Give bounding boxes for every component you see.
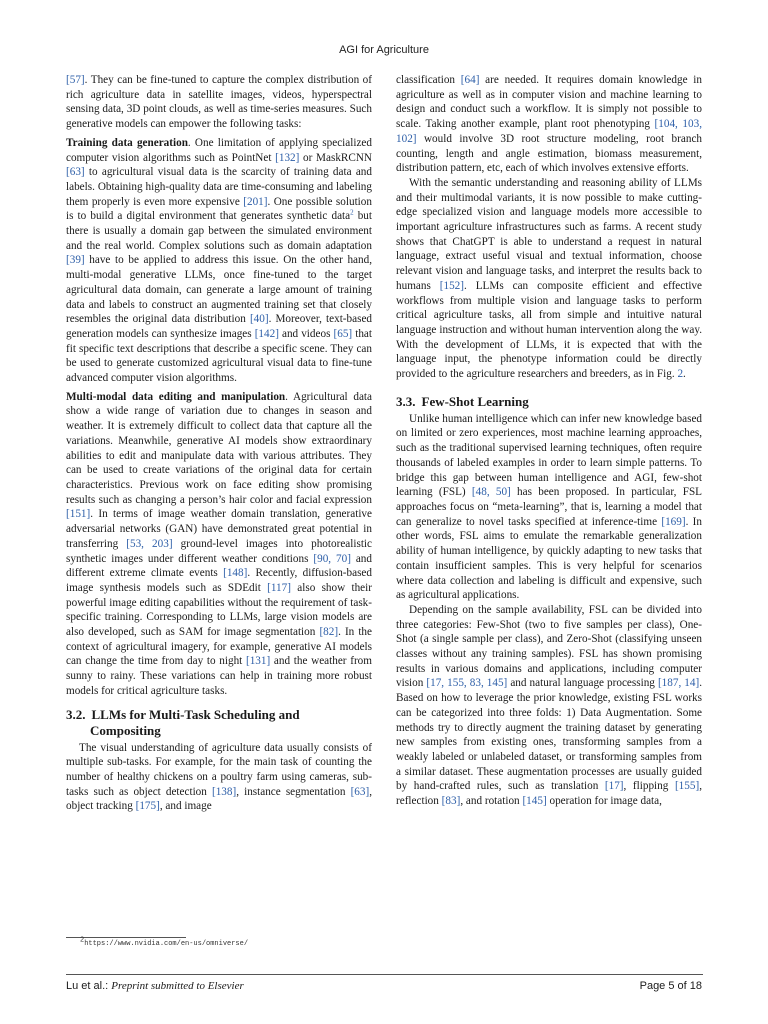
paragraph [396, 176, 702, 382]
text-run: operation for image data, [546, 795, 662, 808]
text-run: . Based on how to leverage the prior knowledge, existing FSL works can be categorized into three folds: 1) Data Augmentation. Some methods try to directly augment the training dataset by generating new samples from existing ones, transforming samples from a weakly labeled or unlabeled dataset, or transforming samples from a similar dataset. These augmentation processes are usually guided by hand-crafted rules, such as translation [396, 677, 702, 793]
section-heading-3-3 [396, 394, 702, 410]
footnote-mark: 2 [80, 936, 85, 945]
citation-link[interactable]: [145] [522, 795, 547, 808]
text-run: . Agricultural data show a wide range of variation due to changes in season and weather. It is extremely difficult to collect data that capture all the variations. Meanwhile, generative AI models show extraordinary abilities to edit and manipulate data with various attributes. They can be used to create variations of the original data for certain characteristics. Previous work on face editing show promising results such as changing a person’s hair color and facial expression [66, 390, 372, 506]
paragraph [396, 603, 702, 809]
section-number: 3.3. [396, 393, 416, 409]
text-run: or MaskRCNN [299, 151, 372, 164]
running-title: AGI for Agriculture [339, 44, 429, 56]
text-run: also show their powerful image editing capabilities without the requirement of task-specific training. Corresponding to LLMs, large vision models are also developed, such as SAM for image segmentation [66, 581, 372, 639]
text-run: , and image [159, 800, 212, 813]
text-run: . LLMs can composite efficient and effective workflows from multiple vision and language tasks to perform critical agriculture tasks, all from simple and intuitive natural language instruction and without human intervention along the way. With the development of LLMs, it is expected that with the language input, the phenotype information could be directly provided to the agriculture researchers and breeders, as in Fig. [396, 279, 702, 381]
citation-link[interactable]: [201] [243, 195, 268, 208]
text-run: , flipping [623, 780, 675, 793]
text-run: and different extreme climate events [66, 552, 372, 580]
text-run: and natural language processing [507, 677, 658, 690]
paragraph [66, 741, 372, 815]
citation-link[interactable]: [63] [350, 785, 370, 798]
citation-link[interactable]: [131] [245, 655, 271, 668]
citation-link[interactable]: [132] [275, 151, 300, 164]
text-run: , and rotation [460, 795, 523, 808]
paragraph [66, 73, 372, 132]
citation-link[interactable]: [152] [439, 279, 464, 292]
citation-link[interactable]: [82] [319, 626, 339, 639]
text-run: Unlike human intelligence which can infer new knowledge based on limited or zero experiences, most machine learning approaches, such as the traditional supervised learning techniques, often require thousands of labeled examples in order to learn simple patterns. To bridge this gap between human intelligence and AGI, few-shot learning (FSL) [396, 412, 702, 499]
citation-link[interactable]: 2 [677, 368, 684, 381]
paragraph-multimodal-editing [66, 390, 372, 699]
citation-link[interactable]: [83] [441, 795, 461, 808]
text-run: and the weather from sunny to rainy. These variations can help in training more robust models for critical agriculture tasks. [66, 655, 372, 697]
text-run: . In other words, FSL aims to emulate the remarkable generalization ability of human intelligence, by quickly adapting to new tasks that contain insufficient samples. This is very helpful for scenarios where data collection and labeling is difficult and expensive, such as agricultural applications. [396, 515, 702, 602]
text-run: Depending on the sample availability, FSL can be divided into three categories: Few-Shot (two to five samples per class), One-Shot (a single sample per class), and Zero-Shot (classifying unseen classes without any training samples). FSL has shown promising results in various domains and applications, including computer vision [396, 603, 702, 690]
section-heading-3-2 [66, 707, 372, 739]
footnote-url[interactable]: https://www.nvidia.com/en-us/omniverse/ [84, 940, 249, 948]
paragraph-training-data-generation [66, 136, 372, 386]
citation-link[interactable]: [187, 14] [657, 677, 700, 690]
citation-link[interactable]: [57] [66, 74, 85, 86]
section-title-cont: Compositing [90, 722, 161, 738]
left-column [66, 73, 372, 814]
text-run: . One possible solution is to build a digital environment that generates synthetic data [66, 195, 372, 223]
text-run: are needed. It requires domain knowledge in agriculture as well as in computer vision and machine learning to design and conduct such a workflow. It is simply not possible to scale. Taking another example, plant root phenotyping [396, 74, 703, 131]
citation-link[interactable]: [53, 203] [126, 537, 173, 550]
citation-link[interactable]: [90, 70] [313, 552, 351, 565]
footnote-ref[interactable]: 2 [350, 208, 354, 217]
citation-link[interactable]: [40] [249, 313, 269, 326]
citation-link[interactable]: [151] [66, 508, 91, 521]
text-run: . In terms of image weather domain translation, generative adversarial networks (GAN) have demonstrated great potential in transferring [66, 508, 372, 550]
citation-link[interactable]: [104, 103, 102] [396, 118, 702, 145]
citation-link[interactable]: [17, 155, 83, 145] [426, 677, 508, 690]
citation-link[interactable]: [169] [661, 515, 686, 528]
paragraph [396, 73, 702, 176]
run-in-heading: Multi-modal data editing and manipulation [66, 390, 286, 403]
citation-link[interactable]: [63] [66, 166, 85, 179]
citation-link[interactable]: [64] [460, 74, 480, 86]
text-run: . One limitation of applying specialized computer vision algorithms such as PointNet [66, 136, 372, 164]
right-column [396, 73, 702, 809]
text-run: . Recently, diffusion-based image synthesis models such as SDEdit [66, 567, 372, 594]
text-run: have to be applied to address this issue. On the other hand, multi-modal generative LLMs, once fine-tuned to the target agricultural data domain, can generate a large amount of training data and labels to construct an augmented training set that closely resembles the original data distribution [66, 254, 372, 326]
citation-link[interactable]: [48, 50] [471, 486, 511, 499]
citation-link[interactable]: [155] [674, 780, 700, 793]
text-run: , instance segmentation [236, 785, 351, 798]
text-run: . In the context of agricultural imagery, for example, generative AI models can change the time from day to night [66, 626, 372, 668]
text-run: but there is usually a domain gap between the simulated environment and the real world. Complex solutions such as domain adaptation [66, 210, 373, 252]
page-number: Page 5 of 18 [639, 980, 702, 992]
footnote [80, 936, 249, 948]
text-run: . They can be fine-tuned to capture the complex distribution of rich agriculture data in satellite images, videos, hyperspectral sensing data, 3D point clouds, as well as time-series measures. Such generative models can empower the following tasks: [66, 74, 372, 131]
citation-link[interactable]: [148] [223, 567, 248, 580]
text-run: that fit specific text descriptions that describe a specific scene. They can be used to generate customized agricultural visual data to fine-tune advanced computer vision algorithms. [66, 327, 372, 385]
citation-link[interactable]: [175] [135, 800, 160, 813]
text-run: With the semantic understanding and reasoning ability of LLMs and their multimodal variants, it is now possible to make cutting-edge specialized vision and language models more accessible to important agriculture infrastructures such as farms. A recent study shows that ChatGPT is able to understand a request in natural language, extract useful visual and textual information, choose relevant vision and language tasks, and interpret the results back to humans [396, 176, 702, 292]
citation-link[interactable]: [17] [604, 780, 624, 793]
text-run: to agricultural visual data is the scarcity of training data and labels. Obtaining high-quality data are time-consuming and labeling them properly is even more expensive [66, 166, 372, 208]
section-title: LLMs for Multi-Task Scheduling and [91, 706, 300, 722]
text-run: , object tracking [66, 785, 372, 813]
text-run: classification [396, 74, 461, 86]
footer-divider [66, 974, 703, 975]
text-run: would involve 3D root structure modeling, root branch counting, length and angle estimation, biomass measurement, distribution pattern, etc, each of which involves extensive efforts. [396, 132, 702, 175]
footer-venue: Preprint submitted to Elsevier [111, 980, 244, 992]
text-run: The visual understanding of agriculture data usually consists of multiple sub-tasks. For example, for the main task of counting the number of healthy chickens on a poultry farm using cameras, sub-tasks such as object detection [66, 741, 372, 798]
citation-link[interactable]: [39] [66, 254, 85, 267]
footer-authors: Lu et al.: [66, 980, 109, 992]
text-run: ground-level images into photorealistic synthetic images under different weather conditions [66, 537, 373, 565]
section-title: Few-Shot Learning [421, 393, 529, 409]
text-run: , reflection [396, 780, 702, 808]
run-in-heading: Training data generation [66, 136, 188, 149]
text-run: and videos [278, 327, 334, 340]
paragraph [396, 412, 702, 603]
text-run: has been proposed. In particular, FSL approaches focus on “meta-learning”, that is, learning a model that can generalize to novel tasks specified at inference-time [396, 486, 702, 528]
citation-link[interactable]: [138] [211, 785, 237, 798]
citation-link[interactable]: [142] [254, 327, 279, 340]
section-number: 3.2. [66, 706, 86, 722]
footer-citation [66, 980, 244, 992]
citation-link[interactable]: [65] [333, 327, 353, 340]
text-run: . [683, 368, 686, 381]
citation-link[interactable]: [117] [267, 581, 291, 594]
text-run: . Moreover, text-based generation models can synthesize images [66, 313, 373, 340]
